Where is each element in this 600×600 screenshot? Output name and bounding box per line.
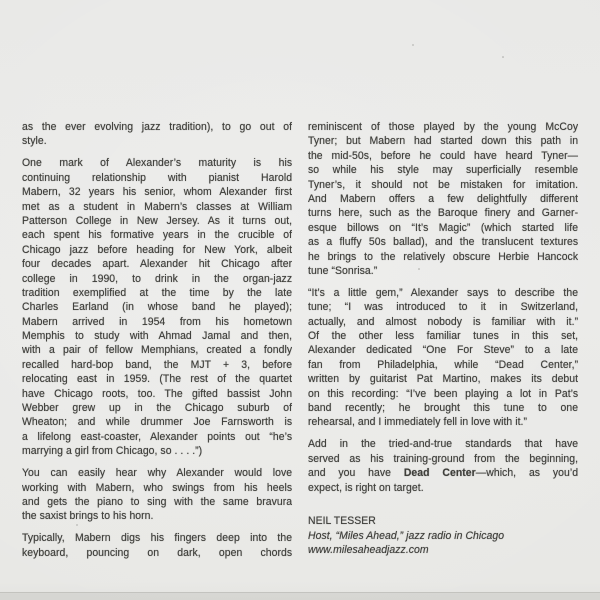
text-line: have Chicago roots, too. The gifted bassist John [22,387,293,400]
text-line: band recently; he brought this tune to one [308,402,579,415]
author-name: NEIL TESSER [308,515,376,528]
text-line: as a fluffy 50s ballad), and the translucent textures [308,236,579,249]
text-line: You can easily hear why Alexander would love [22,467,293,480]
text-line: Typically, Mabern digs his fingers deep into the [22,532,293,545]
text-line: Add in the tried-and-true standards that have [308,438,579,451]
text-line: Charles Earland (in whose band he played); [22,301,293,314]
paragraph [308,437,578,495]
text-line: college in 1990, to drink in the organ-jazz [22,272,293,285]
text-line: Wheaton; and while drummer Joe Farnsworth is [22,416,293,429]
text-line: four decades apart. Alexander hit Chicago after [22,258,293,271]
text-line: marrying a girl from Chicago, so . . . .”) [22,445,203,458]
author-website: www.milesaheadjazz.com [308,544,429,557]
text-line: the mid-50s, before he could have heard Tyner— [308,149,579,162]
text-line: rehearsal, and I immediately fell in love with it.” [308,416,527,429]
left-text-column [22,120,292,568]
text-line: tradition exemplified at the time by the late [22,286,293,299]
text-line: reminiscent of those played by the young McCoy [308,121,579,133]
scan-speck [502,56,504,58]
text-line: on this recording: “I’ve been playing a lot in Pat’s [308,387,579,400]
text-line: Mabern arrived in 1954 from his hometown [22,315,293,328]
text-line: relocating east in 1959. (The rest of the quartet [22,373,293,386]
text-line: Mabern, 32 years his senior, whom Alexander first [22,186,293,199]
scan-bottom-edge [0,592,600,600]
text-line: each spent his formative years in the crucible of [22,229,293,242]
text-line: continuing relationship with pianist Harold [22,171,293,184]
text-line: served as his training-ground from the beginning, [308,452,579,465]
paragraph [22,531,292,560]
text-line: keyboard, pouncing on dark, open chords [22,546,293,559]
paragraph [308,120,578,278]
paragraph [22,120,292,149]
text-line: recalled hard-bop band, the MJT + 3, before [22,358,293,371]
scan-speck [412,44,414,46]
text-line: actually, and almost nobody is familiar with it.” [308,315,579,328]
right-text-column [308,120,578,558]
text-line: tune “Sonrisa.” [308,264,378,277]
text-line: Patterson College in New Jersey. As it turns out, [22,214,293,227]
text-line: Tyner; but Mabern had started down this path in [308,135,579,148]
text-line: style. [22,135,47,148]
text-line: Alexander dedicated “One For Steve” to a late [308,344,579,357]
text-line: a lifelong east-coaster, Alexander points out “he’s [22,430,293,443]
paragraph [22,156,292,458]
text-line: tune; “I was introduced to it in Switzerland, [308,301,579,314]
text-line: Memphis to study with Ahmad Jamal and then, [22,330,293,343]
text-line: met as a student in Mabern’s classes at William [22,200,293,213]
text-line: Tyner’s, it should not be mistaken for imitation. [308,178,579,191]
author-credit-block [308,514,578,557]
text-line: Webber grew up in the Chicago suburb of [22,402,293,415]
text-line: And Mabern offers a few delightfully different [308,192,579,205]
author-role: Host, “Miles Ahead,” jazz radio in Chicago [308,529,505,542]
text-line: “It’s a little gem,” Alexander says to describe the [308,286,579,299]
text-line: Chicago jazz before heading for New York, albeit [22,243,293,256]
scan-speck [418,268,420,270]
paragraph [308,286,578,430]
text-line: with a pair of fellow Memphians, created a fondly [22,344,293,357]
text-line: expect, is right on target. [308,481,424,494]
text-line: One mark of Alexander’s maturity is his [22,157,293,170]
text-line: working with Mabern, who swings from his heels [22,481,293,494]
text-line: esque billows on “It’s Magic” (which started life [308,221,579,234]
scan-speck [76,524,78,526]
text-line: Of the other less familiar tunes in this set, [308,330,579,343]
text-line: written by guitarist Pat Martino, makes its debut [308,373,579,386]
text-line: and you have Dead Center—which, as you’d [308,467,579,480]
text-line: the saxist brings to his horn. [22,510,154,523]
right-column-paragraphs [308,120,578,495]
text-line: fan from Philadelphia, while “Dead Center,” [308,358,579,371]
text-line: he brings to the relatively obscure Herbie Hancock [308,250,579,263]
text-line: so while his style may superficially resemble [308,164,579,177]
paragraph [22,466,292,524]
text-line: turns here, such as the Baroque finery and Garner- [308,207,579,220]
text-line: as the ever evolving jazz tradition), to go out of [22,121,293,133]
text-line: and gets the piano to sing with the same bravura [22,495,293,508]
